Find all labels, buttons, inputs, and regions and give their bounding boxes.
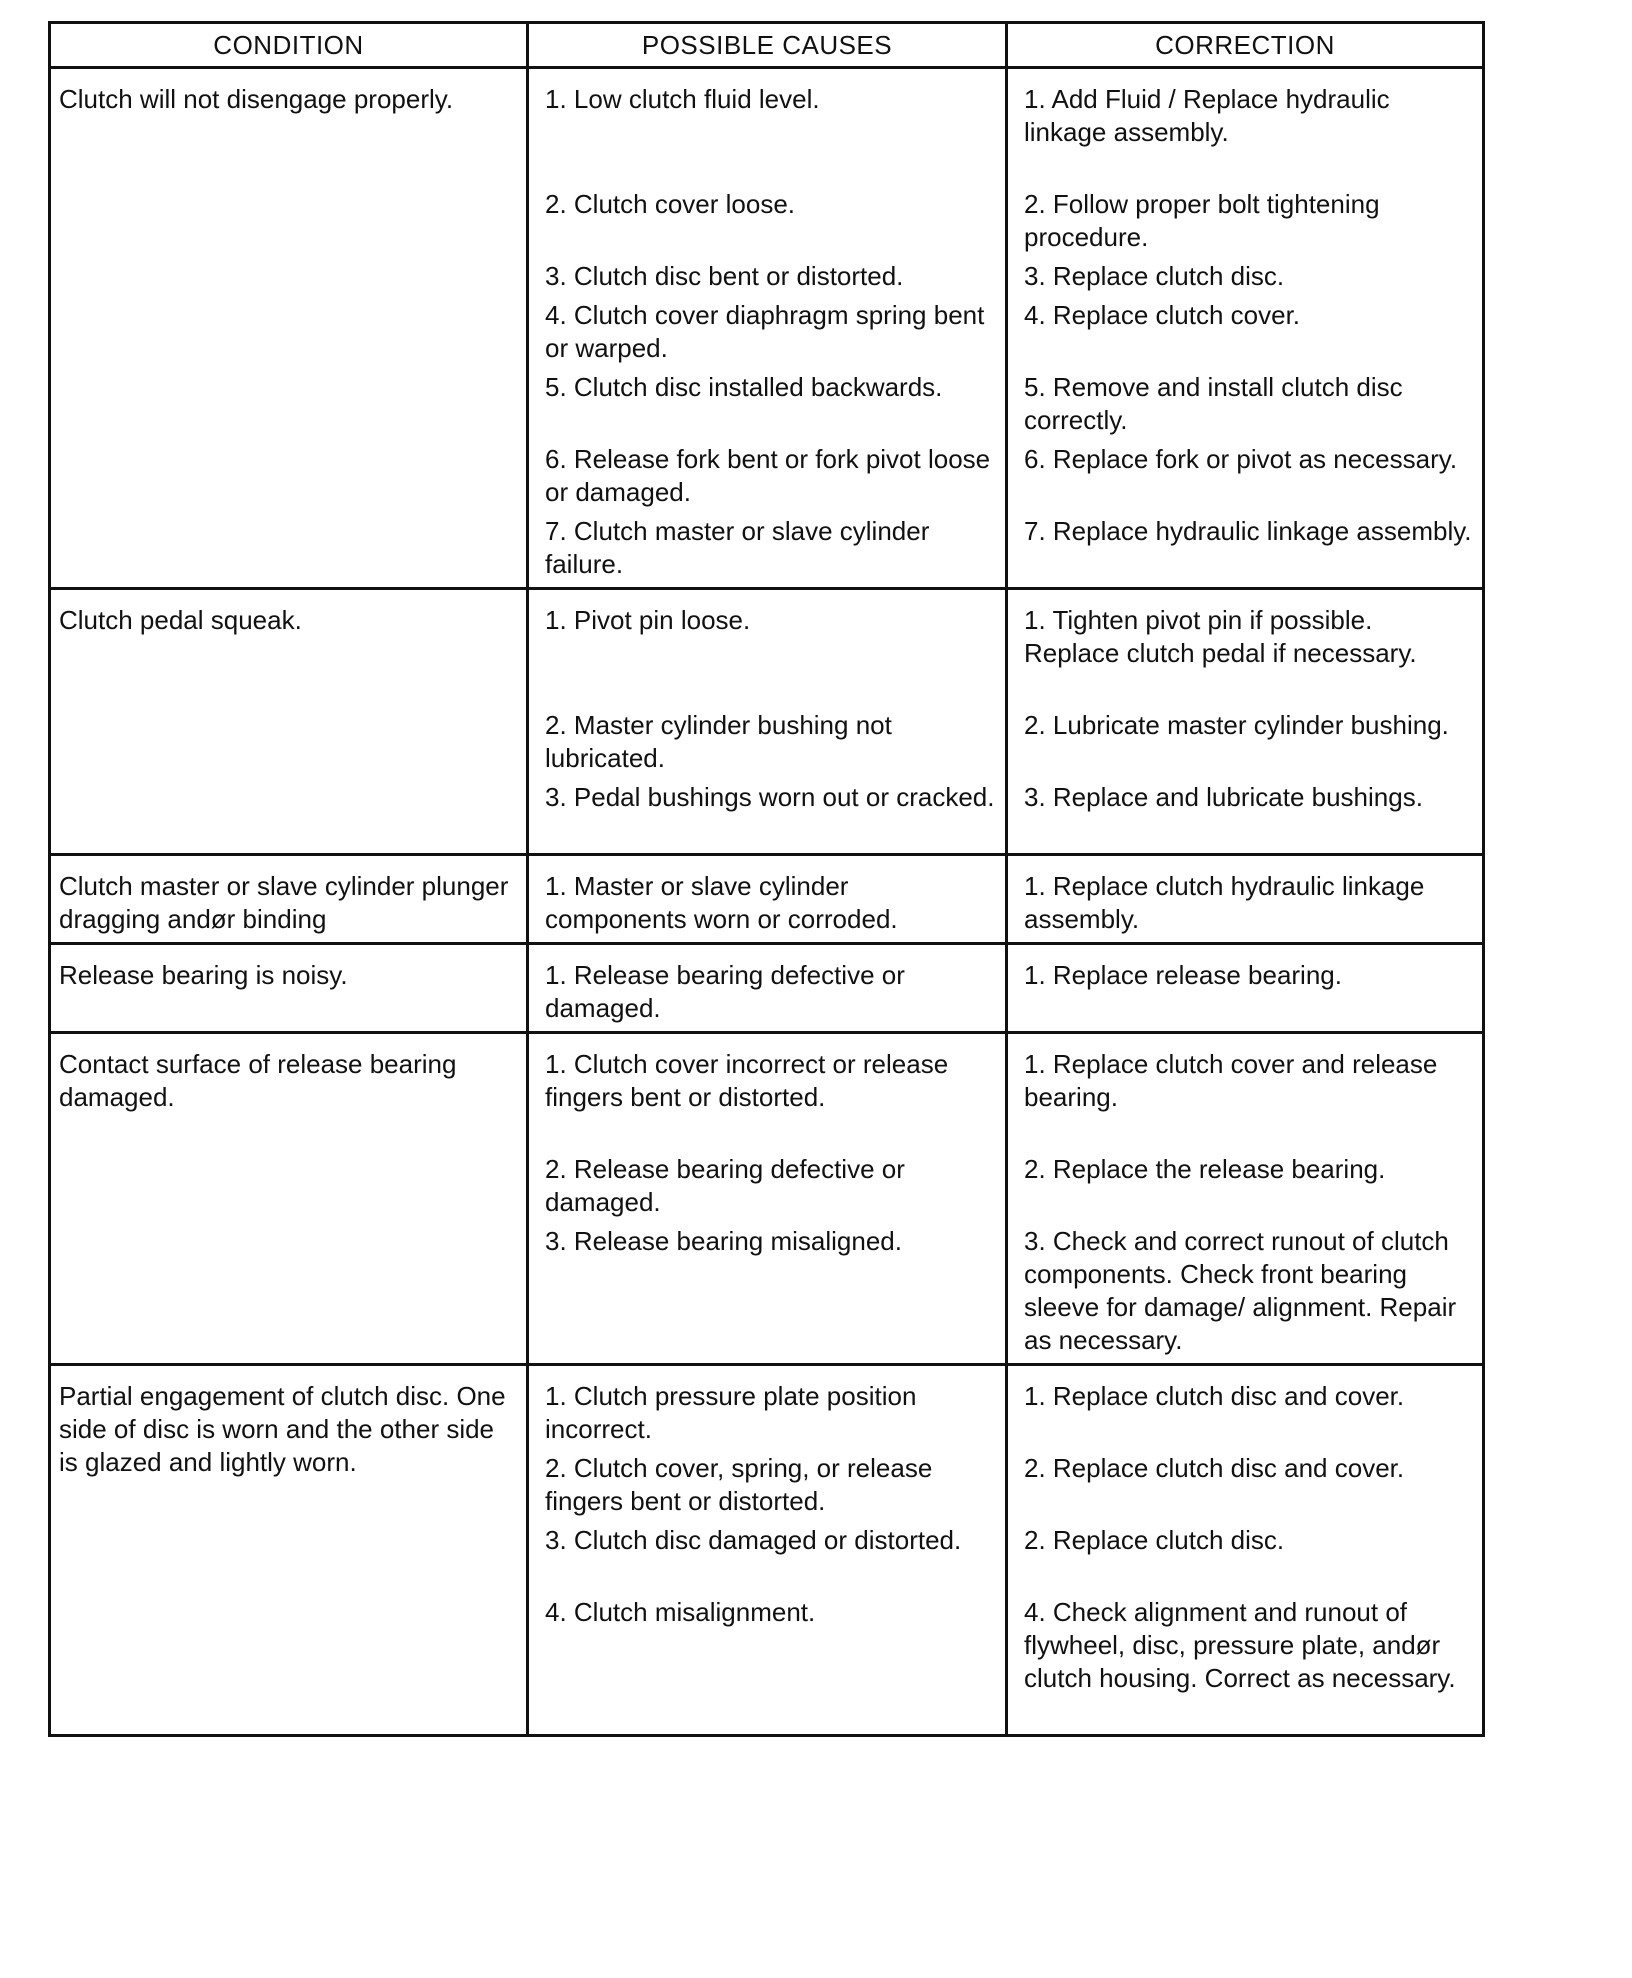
- cause-item: 1. Low clutch fluid level.: [545, 84, 820, 114]
- table-row: [50, 944, 1484, 1033]
- correction-item: 3. Replace clutch disc.: [1024, 261, 1285, 291]
- table-row: [50, 855, 1484, 944]
- cause-item: 1. Clutch pressure plate position incorrect.: [545, 1381, 917, 1444]
- correction-item: 1. Add Fluid / Replace hydraulic linkage assembly.: [1024, 84, 1390, 147]
- table-row: [50, 1033, 1484, 1365]
- condition-text: Release bearing is noisy.: [59, 960, 348, 990]
- cause-item: 2. Clutch cover loose.: [545, 189, 796, 219]
- possible-causes-cell: [528, 944, 1007, 1033]
- condition-text: Partial engagement of clutch disc. One side of disc is worn and the other side is glazed and lightly worn.: [59, 1381, 506, 1477]
- correction-item: 2. Replace the release bearing.: [1024, 1154, 1386, 1184]
- possible-causes-cell: [528, 589, 1007, 855]
- possible-causes-cell: [528, 68, 1007, 589]
- cause-item: 6. Release fork bent or fork pivot loose or damaged.: [545, 444, 991, 507]
- cause-item: 1. Master or slave cylinder components worn or corroded.: [545, 871, 898, 934]
- cause-item: 2. Release bearing defective or damaged.: [545, 1154, 905, 1217]
- cause-item: 4. Clutch misalignment.: [545, 1597, 816, 1627]
- cause-item: 3. Clutch disc bent or distorted.: [545, 261, 904, 291]
- header-possible-causes: POSSIBLE CAUSES: [528, 23, 1007, 68]
- condition-cell: [50, 68, 528, 589]
- condition-cell: [50, 1033, 528, 1365]
- diagnosis-table: [48, 21, 1485, 1737]
- correction-item: 3. Check and correct runout of clutch components. Check front bearing sleeve for damage/ alignment. Repair as necessary.: [1024, 1226, 1457, 1355]
- correction-item: 4. Replace clutch cover.: [1024, 300, 1301, 330]
- header-row: [50, 23, 1484, 68]
- correction-item: 4. Check alignment and runout of flywheel, disc, pressure plate, andør clutch housing. Correct as necessary.: [1024, 1597, 1456, 1693]
- cause-item: 5. Clutch disc installed backwards.: [545, 372, 943, 402]
- condition-cell: [50, 944, 528, 1033]
- condition-text: Contact surface of release bearing damaged.: [59, 1049, 457, 1112]
- cause-item: 2. Master cylinder bushing not lubricated.: [545, 710, 892, 773]
- possible-causes-cell: [528, 1365, 1007, 1736]
- cause-item: 1. Clutch cover incorrect or release fingers bent or distorted.: [545, 1049, 949, 1112]
- cause-item: 1. Pivot pin loose.: [545, 605, 751, 635]
- condition-text: Clutch will not disengage properly.: [59, 84, 454, 114]
- cause-item: 1. Release bearing defective or damaged.: [545, 960, 905, 1023]
- correction-cell: [1007, 944, 1484, 1033]
- cause-item: 3. Pedal bushings worn out or cracked.: [545, 782, 995, 812]
- condition-cell: [50, 1365, 528, 1736]
- correction-cell: [1007, 589, 1484, 855]
- table-row: [50, 589, 1484, 855]
- cause-item: 2. Clutch cover, spring, or release fingers bent or distorted.: [545, 1453, 933, 1516]
- header-correction: CORRECTION: [1007, 23, 1484, 68]
- correction-item: 1. Replace clutch hydraulic linkage assembly.: [1024, 871, 1425, 934]
- correction-item: 7. Replace hydraulic linkage assembly.: [1024, 516, 1472, 546]
- correction-item: 5. Remove and install clutch disc correctly.: [1024, 372, 1403, 435]
- condition-text: Clutch pedal squeak.: [59, 605, 302, 635]
- correction-cell: [1007, 1365, 1484, 1736]
- possible-causes-cell: [528, 855, 1007, 944]
- correction-item: 1. Replace release bearing.: [1024, 960, 1342, 990]
- table-body: [50, 68, 1484, 1736]
- correction-item: 1. Tighten pivot pin if possible. Replace clutch pedal if necessary.: [1024, 605, 1417, 668]
- correction-item: 1. Replace clutch cover and release bearing.: [1024, 1049, 1438, 1112]
- correction-item: 6. Replace fork or pivot as necessary.: [1024, 444, 1458, 474]
- cause-item: 3. Release bearing misaligned.: [545, 1226, 902, 1256]
- table-row: [50, 68, 1484, 589]
- cause-item: 3. Clutch disc damaged or distorted.: [545, 1525, 962, 1555]
- correction-item: 1. Replace clutch disc and cover.: [1024, 1381, 1405, 1411]
- cause-item: 7. Clutch master or slave cylinder failure.: [545, 516, 930, 579]
- correction-item: 3. Replace and lubricate bushings.: [1024, 782, 1423, 812]
- condition-cell: [50, 855, 528, 944]
- header-condition: CONDITION: [50, 23, 528, 68]
- table-row: [50, 1365, 1484, 1736]
- correction-cell: [1007, 855, 1484, 944]
- condition-text: Clutch master or slave cylinder plunger dragging andør binding: [59, 871, 509, 934]
- possible-causes-cell: [528, 1033, 1007, 1365]
- correction-cell: [1007, 68, 1484, 589]
- correction-item: 2. Replace clutch disc.: [1024, 1525, 1285, 1555]
- correction-item: 2. Replace clutch disc and cover.: [1024, 1453, 1405, 1483]
- correction-item: 2. Follow proper bolt tightening procedure.: [1024, 189, 1380, 252]
- correction-item: 2. Lubricate master cylinder bushing.: [1024, 710, 1449, 740]
- condition-cell: [50, 589, 528, 855]
- cause-item: 4. Clutch cover diaphragm spring bent or warped.: [545, 300, 985, 363]
- correction-cell: [1007, 1033, 1484, 1365]
